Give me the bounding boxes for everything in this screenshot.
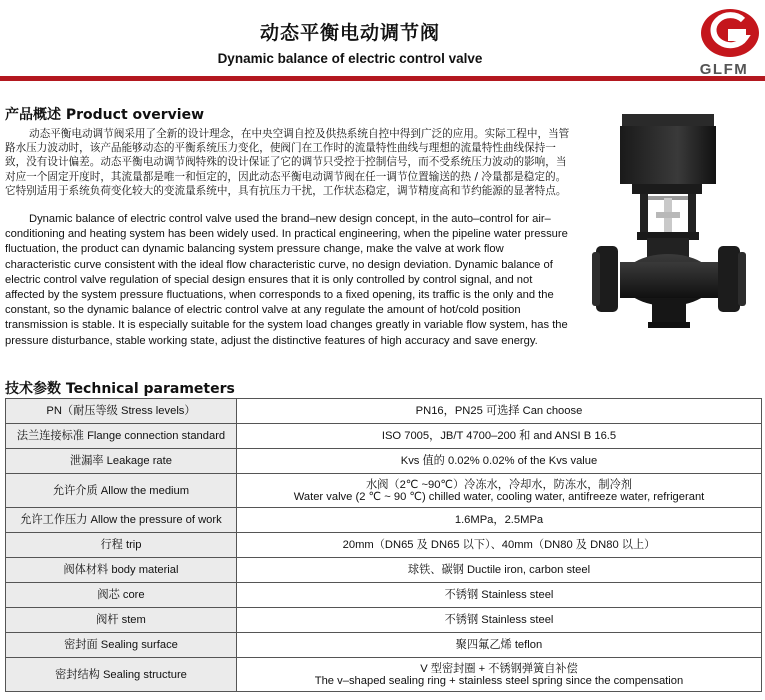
param-label: 法兰连接标准 Flange connection standard	[6, 424, 237, 449]
param-value: 球铁、碳钢 Ductile iron, carbon steel	[237, 558, 762, 583]
param-label: 密封面 Sealing surface	[6, 633, 237, 658]
param-value: PN16，PN25 可选择 Can choose	[237, 399, 762, 424]
table-row	[6, 424, 762, 449]
param-value	[237, 474, 762, 508]
table-row	[6, 658, 762, 692]
table-row	[6, 399, 762, 424]
param-label: 泄漏率 Leakage rate	[6, 449, 237, 474]
table-row	[6, 558, 762, 583]
table-row	[6, 533, 762, 558]
param-value: 20mm（DN65 及 DN65 以下）、40mm（DN80 及 DN80 以上）	[237, 533, 762, 558]
tech-params-table	[5, 398, 762, 692]
table-row	[6, 449, 762, 474]
table-row	[6, 508, 762, 533]
param-value: ISO 7005，JB/T 4700–200 和 and ANSI B 16.5	[237, 424, 762, 449]
table-row	[6, 608, 762, 633]
param-value-line: The v–shaped sealing ring + stainless steel spring since the compensation	[314, 674, 684, 687]
param-label: 行程 trip	[6, 533, 237, 558]
param-value: 1.6MPa，2.5MPa	[237, 508, 762, 533]
page-title-cn: 动态平衡电动调节阀	[259, 22, 440, 44]
param-label: 阀杆 stem	[6, 608, 237, 633]
brand-logo-text: GLFM	[699, 61, 749, 78]
param-value-line: 水阀（2℃ ~90℃）冷冻水，冷却水，防冻水，制冷剂	[366, 478, 632, 491]
param-label: 允许工作压力 Allow the pressure of work	[6, 508, 237, 533]
param-value-line: Water valve (2 ℃ ~ 90 ℃) chilled water, cooling water, antifreeze water, refrigerant	[293, 490, 705, 503]
header-divider	[0, 76, 765, 81]
param-value: 不锈钢 Stainless steel	[237, 583, 762, 608]
param-label: 密封结构 Sealing structure	[6, 658, 237, 692]
param-value: 不锈钢 Stainless steel	[237, 608, 762, 633]
overview-text-cn: 动态平衡电动调节阀采用了全新的设计理念，在中央空调自控及供热系统自控中得到广泛的应用。实际工程中，当管路水压力波动时，该产品能够动态的平衡系统压力变化，使阀门在工作时的流量特性曲线与理想的流量特性曲线保持一致，没有设计偏差。动态平衡电动调节阀特殊的设计保证了它的调节只受控于控制信号，而不受系统压力波动的影响，当对应一个固定开度时，其流量都是唯一和恒定的，因此动态平衡电动调节阀在任一调节位置输送的热 / 冷量都是稳定的。它特别适用于系统负荷变化较大的变流量系统中，具有抗压力干扰，工作状态稳定，调节精度高和节约能源的显著特点。	[5, 128, 570, 197]
overview-text-en: Dynamic balance of electric control valve used the brand–new design concept, in the auto–control for air–conditioning and heating system has been widely used. In practical engineering, when the pipeline water pressure fluctuation, the product can dynamic balancing system pressure change, make the valve at work flow characteristic curve consistent with the ideal flow characteristic curve, no design deviation. Dynamic balance of electric control valve regulation of special design ensures that it is only controlled by control signal, and not affected by the system pressure fluctuations, when corresponds to a fixed opening, its traffic is the only and the constant, so the dynamic balance of electric control valve at any regulate the amount of hot/cold position transmission is stable. It is especially suitable for the system load changes greatly in variable flow system, has the pressure disturbance, stable working state, adjust the distinctive features of high accuracy and save energy.	[5, 213, 568, 347]
param-label: 阀体材料 body material	[6, 558, 237, 583]
table-row	[6, 583, 762, 608]
table-row	[6, 633, 762, 658]
valve-product-image	[592, 112, 752, 332]
param-label: 阀芯 core	[6, 583, 237, 608]
param-value: 聚四氟乙烯 teflon	[237, 633, 762, 658]
param-value-line: V 型密封圈 + 不锈钢弹簧自补偿	[420, 662, 578, 675]
param-value: Kvs 值的 0.02% 0.02% of the Kvs value	[237, 449, 762, 474]
param-label: 允许介质 Allow the medium	[6, 474, 237, 508]
glfm-logo-icon	[700, 8, 760, 58]
page-title-en: Dynamic balance of electric control valve	[217, 51, 483, 66]
param-value	[237, 658, 762, 692]
overview-heading: 产品概述 Product overview	[5, 107, 205, 123]
param-label: PN（耐压等级 Stress levels）	[6, 399, 237, 424]
table-row	[6, 474, 762, 508]
tech-params-heading: 技术参数 Technical parameters	[5, 381, 235, 397]
